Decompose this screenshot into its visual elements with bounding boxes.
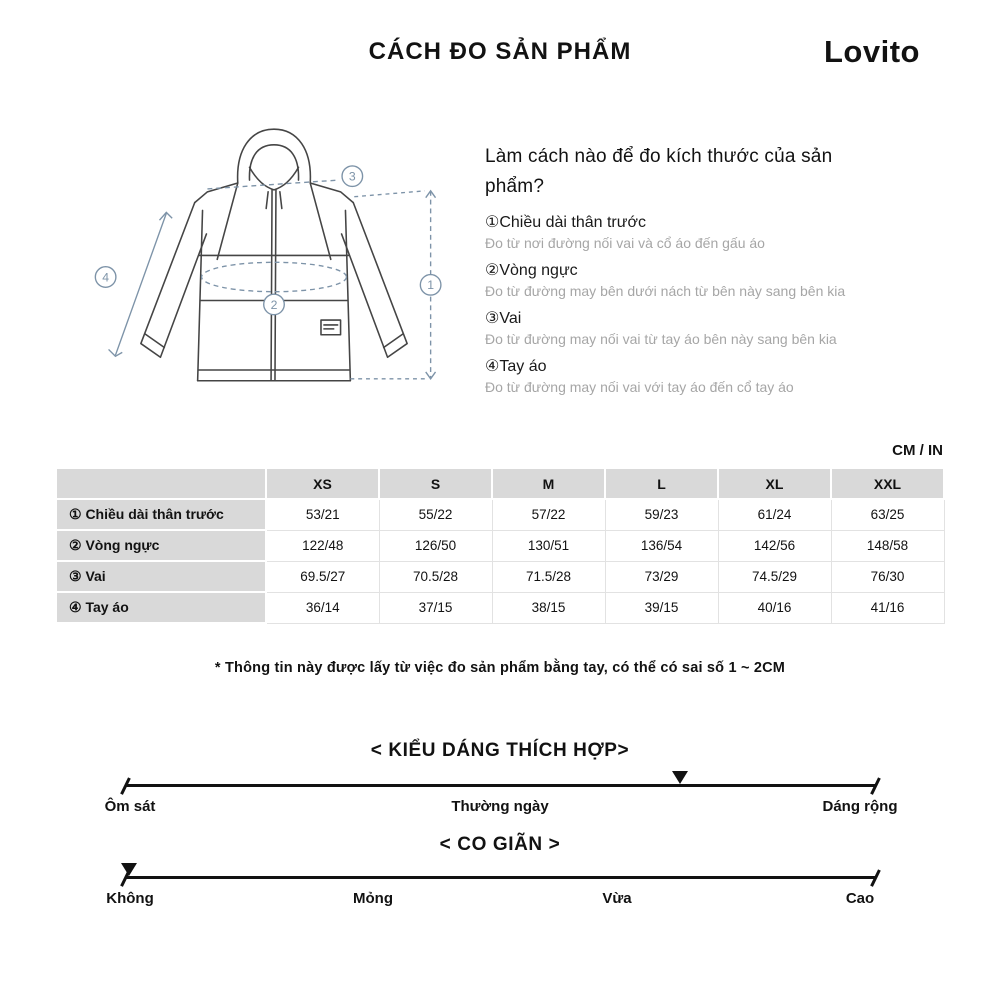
fit-scale-track <box>125 784 875 787</box>
measure-item-label: ②Vòng ngực <box>485 262 578 279</box>
size-value-cell: 122/48 <box>266 530 379 561</box>
size-value-cell: 71.5/28 <box>492 561 605 592</box>
shoulder-measure-line <box>207 180 338 189</box>
fit-scale-title: < KIỂU DÁNG THÍCH HỢP> <box>370 740 630 761</box>
size-column-header: M <box>492 468 605 499</box>
marker-numbers <box>102 170 434 312</box>
fit-scale-marker-icon <box>672 771 688 784</box>
marker-4: 4 <box>102 270 110 285</box>
marker-3: 3 <box>348 169 356 184</box>
table-row <box>56 592 944 623</box>
stretch-scale-title: < CO GIÃN > <box>439 834 561 855</box>
measure-item-desc: Đo từ đường may nối vai từ tay áo bên này sang bên kia <box>485 331 837 347</box>
stretch-scale-marker-icon <box>121 863 137 876</box>
size-value-cell: 40/16 <box>718 592 831 623</box>
scale-label: Ôm sát <box>104 798 156 815</box>
size-value-cell: 57/22 <box>492 499 605 530</box>
scale-end-tick <box>870 777 880 794</box>
size-value-cell: 148/58 <box>831 530 944 561</box>
footnote: * Thông tin này được lấy từ việc đo sản phẩm bằng tay, có thể có sai số 1 ~ 2CM <box>214 660 786 676</box>
size-value-cell: 126/50 <box>379 530 492 561</box>
scale-end-tick <box>120 777 130 794</box>
size-value-cell: 36/14 <box>266 592 379 623</box>
measure-question: Làm cách nào để đo kích thước của sản phẩm? <box>485 146 833 197</box>
size-value-cell: 55/22 <box>379 499 492 530</box>
table-row <box>56 499 944 530</box>
measure-item-desc: Đo từ đường may nối vai với tay áo đến cổ tay áo <box>485 379 794 395</box>
measure-item <box>485 308 935 347</box>
jacket-outline <box>141 129 407 381</box>
measure-guide <box>485 142 935 395</box>
size-value-cell: 76/30 <box>831 561 944 592</box>
size-value-cell: 59/23 <box>605 499 718 530</box>
jacket-illustration <box>88 120 460 434</box>
fit-scale-labels <box>95 798 905 818</box>
scale-label: Vừa <box>602 890 632 907</box>
sleeve-measure-line <box>115 213 166 355</box>
size-value-cell: 53/21 <box>266 499 379 530</box>
table-corner-cell <box>56 468 266 499</box>
size-value-cell: 38/15 <box>492 592 605 623</box>
scale-end-tick <box>870 869 880 886</box>
table-row <box>56 561 944 592</box>
size-value-cell: 74.5/29 <box>718 561 831 592</box>
row-label: ① Chiều dài thân trước <box>56 499 266 530</box>
size-column-header: S <box>379 468 492 499</box>
size-value-cell: 130/51 <box>492 530 605 561</box>
scale-label: Cao <box>845 890 875 907</box>
size-value-cell: 41/16 <box>831 592 944 623</box>
measure-item <box>485 260 935 299</box>
marker-circles <box>95 166 441 315</box>
measure-item <box>485 356 935 395</box>
table-row <box>56 530 944 561</box>
scale-label: Dáng rộng <box>822 798 898 815</box>
size-value-cell: 61/24 <box>718 499 831 530</box>
measure-item <box>485 212 935 251</box>
chest-measure-ellipse <box>202 262 347 291</box>
brand-logo: Lovito <box>824 34 920 69</box>
stretch-scale-labels <box>95 890 905 910</box>
size-value-cell: 69.5/27 <box>266 561 379 592</box>
scale-label: Thường ngày <box>451 798 549 815</box>
measure-item-desc: Đo từ đường may bên dưới nách từ bên này sang bên kia <box>485 283 846 299</box>
size-value-cell: 70.5/28 <box>379 561 492 592</box>
measure-item-label: ①Chiều dài thân trước <box>485 214 646 231</box>
scale-label: Không <box>106 890 154 907</box>
size-value-cell: 37/15 <box>379 592 492 623</box>
row-label: ③ Vai <box>56 561 266 592</box>
size-column-header: XL <box>718 468 831 499</box>
stretch-scale-track <box>125 876 875 879</box>
page-title: CÁCH ĐO SẢN PHẨM <box>368 38 632 65</box>
unit-label: CM / IN <box>892 442 943 459</box>
size-value-cell: 39/15 <box>605 592 718 623</box>
size-value-cell: 73/29 <box>605 561 718 592</box>
size-value-cell: 63/25 <box>831 499 944 530</box>
size-column-header: XXL <box>831 468 944 499</box>
row-label: ② Vòng ngực <box>56 530 266 561</box>
marker-2: 2 <box>270 297 278 312</box>
size-column-header: XS <box>266 468 379 499</box>
size-column-header: L <box>605 468 718 499</box>
size-value-cell: 142/56 <box>718 530 831 561</box>
measure-item-label: ③Vai <box>485 310 522 327</box>
size-table <box>55 467 945 624</box>
marker-1: 1 <box>427 278 435 293</box>
garment-diagram <box>88 120 460 439</box>
table-header-row <box>56 468 944 499</box>
scale-label: Mỏng <box>353 890 393 907</box>
measure-item-desc: Đo từ nơi đường nối vai và cổ áo đến gấu áo <box>485 235 765 251</box>
measure-item-label: ④Tay áo <box>485 358 547 375</box>
size-value-cell: 136/54 <box>605 530 718 561</box>
row-label: ④ Tay áo <box>56 592 266 623</box>
